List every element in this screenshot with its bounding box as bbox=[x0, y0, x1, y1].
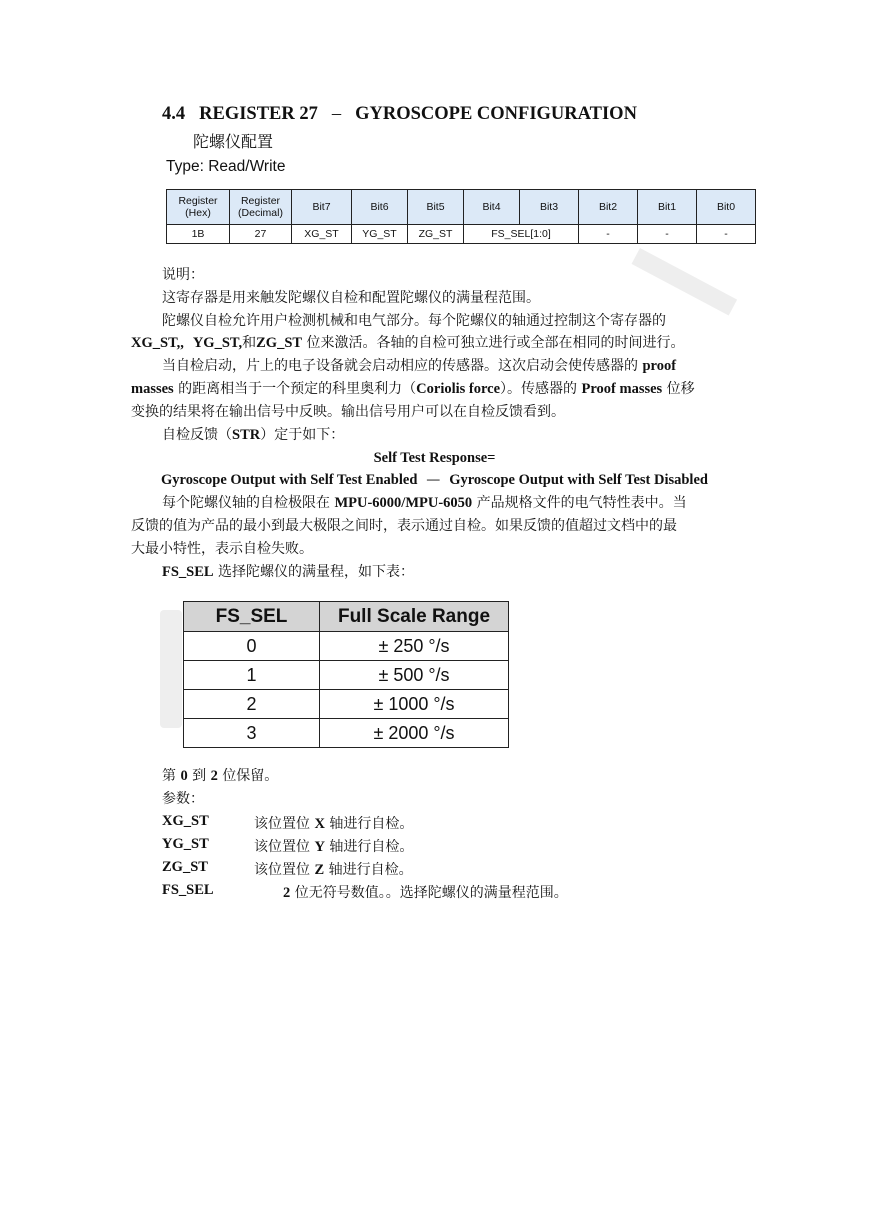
cell-bit0: - bbox=[697, 225, 756, 244]
bit-name-xg-st: XG_ST,, bbox=[131, 335, 184, 351]
fs-range-value: ± 500 °/s bbox=[320, 661, 509, 690]
paragraph-6: FS_SEL 选择陀螺仪的满量程，如下表： bbox=[162, 564, 415, 580]
paragraph-1: 这寄存器是用来触发陀螺仪自检和配置陀螺仪的满量程范围。 bbox=[162, 290, 540, 306]
fs-range-value: ± 250 °/s bbox=[320, 632, 509, 661]
header-register-hex: Register (Hex) bbox=[167, 190, 230, 225]
section-title: REGISTER 27 bbox=[199, 104, 318, 124]
section-subtitle: GYROSCOPE CONFIGURATION bbox=[355, 104, 637, 124]
fs-table-row bbox=[184, 719, 509, 748]
fs-sel-value: 0 bbox=[184, 632, 320, 661]
param-description: 该位置位 Z 轴进行自检。 bbox=[254, 862, 413, 878]
fs-range-value: ± 1000 °/s bbox=[320, 690, 509, 719]
bit-name-zg-st: ZG_ST bbox=[256, 335, 303, 351]
paragraph-4: 自检反馈（STR）定于如下： bbox=[162, 427, 345, 443]
heading-dash: – bbox=[331, 104, 342, 124]
header-bit2: Bit2 bbox=[579, 190, 638, 225]
fs-table-row bbox=[184, 690, 509, 719]
register-type: Type: Read/Write bbox=[166, 158, 286, 175]
header-bit0: Bit0 bbox=[697, 190, 756, 225]
cell-bit5: ZG_ST bbox=[408, 225, 464, 244]
cell-decimal: 27 bbox=[230, 225, 292, 244]
paragraph-3-line-2: masses 的距离相当于一个预定的科里奥利力（Coriolis force）。传感器的 Proof masses 位移 bbox=[131, 381, 695, 397]
param-description: 2 位无符号数值。。选择陀螺仪的满量程范围。 bbox=[283, 885, 568, 901]
register-table-row bbox=[167, 225, 756, 244]
register-table bbox=[166, 189, 756, 244]
header-bit6: Bit6 bbox=[352, 190, 408, 225]
paragraph-5-line-3: 大最小特性，表示自检失败。 bbox=[131, 541, 313, 557]
cell-bit6: YG_ST bbox=[352, 225, 408, 244]
cell-bit1: - bbox=[638, 225, 697, 244]
fs-table-row bbox=[184, 661, 509, 690]
fs-table-row bbox=[184, 632, 509, 661]
paragraph-5-line-1: 每个陀螺仪轴的自检极限在 MPU-6000/MPU-6050 产品规格文件的电气特性表中。当 bbox=[162, 495, 687, 511]
section-title-chinese: 陀螺仪配置 bbox=[193, 132, 274, 151]
param-name: ZG_ST bbox=[162, 859, 208, 875]
fs-sel-value: 2 bbox=[184, 690, 320, 719]
paragraph-2-line-2: XG_ST,, YG_ST,和ZG_ST 位来激活。各轴的自检可独立进行或全部在相同的时间进行。 bbox=[131, 335, 685, 351]
self-test-response-title: Self Test Response= bbox=[373, 450, 496, 466]
paragraph-2-line-1: 陀螺仪自检允许用户检测机械和电气部分。每个陀螺仪的轴通过控制这个寄存器的 bbox=[162, 313, 666, 329]
cell-bit7: XG_ST bbox=[292, 225, 352, 244]
fs-table-header bbox=[184, 602, 509, 632]
header-full-scale-range: Full Scale Range bbox=[320, 602, 509, 632]
section-number: 4.4 bbox=[162, 104, 186, 124]
param-description: 该位置位 Y 轴进行自检。 bbox=[254, 839, 414, 855]
param-description: 该位置位 X 轴进行自检。 bbox=[254, 816, 414, 832]
full-scale-range-table bbox=[183, 601, 509, 748]
paragraph-3-line-3: 变换的结果将在输出信号中反映。输出信号用户可以在自检反馈看到。 bbox=[131, 404, 565, 420]
header-bit3: Bit3 bbox=[520, 190, 579, 225]
section-heading bbox=[162, 104, 637, 125]
description-label: 说明： bbox=[162, 267, 204, 283]
parameters-label: 参数： bbox=[162, 791, 204, 807]
header-register-decimal: Register (Decimal) bbox=[230, 190, 292, 225]
header-bit4: Bit4 bbox=[464, 190, 520, 225]
header-bit5: Bit5 bbox=[408, 190, 464, 225]
param-name: YG_ST bbox=[162, 836, 209, 852]
paragraph-5-line-2: 反馈的值为产品的最小到最大极限之间时，表示通过自检。如果反馈的值超过文档中的最 bbox=[131, 518, 677, 534]
header-bit7: Bit7 bbox=[292, 190, 352, 225]
bit-name-yg-st: YG_ST, bbox=[192, 335, 243, 351]
fs-sel-value: 3 bbox=[184, 719, 320, 748]
paragraph-3-line-1: 当自检启动，片上的电子设备就会启动相应的传感器。这次启动会使传感器的 proof bbox=[162, 358, 677, 374]
cell-bit4-3: FS_SEL[1:0] bbox=[464, 225, 579, 244]
header-bit1: Bit1 bbox=[638, 190, 697, 225]
reserved-bits-note: 第 0 到 2 位保留。 bbox=[162, 768, 279, 784]
cell-bit2: - bbox=[579, 225, 638, 244]
fs-sel-value: 1 bbox=[184, 661, 320, 690]
param-name: FS_SEL bbox=[162, 882, 214, 898]
cell-hex: 1B bbox=[167, 225, 230, 244]
watermark-stroke-left bbox=[160, 610, 182, 728]
register-table-header bbox=[167, 190, 756, 225]
fs-range-value: ± 2000 °/s bbox=[320, 719, 509, 748]
param-name: XG_ST bbox=[162, 813, 209, 829]
self-test-response-formula: Gyroscope Output with Self Test Enabled — Gyroscope Output with Self Test Disabled bbox=[161, 472, 708, 488]
header-fs-sel: FS_SEL bbox=[184, 602, 320, 632]
watermark-stroke-top bbox=[632, 248, 738, 316]
